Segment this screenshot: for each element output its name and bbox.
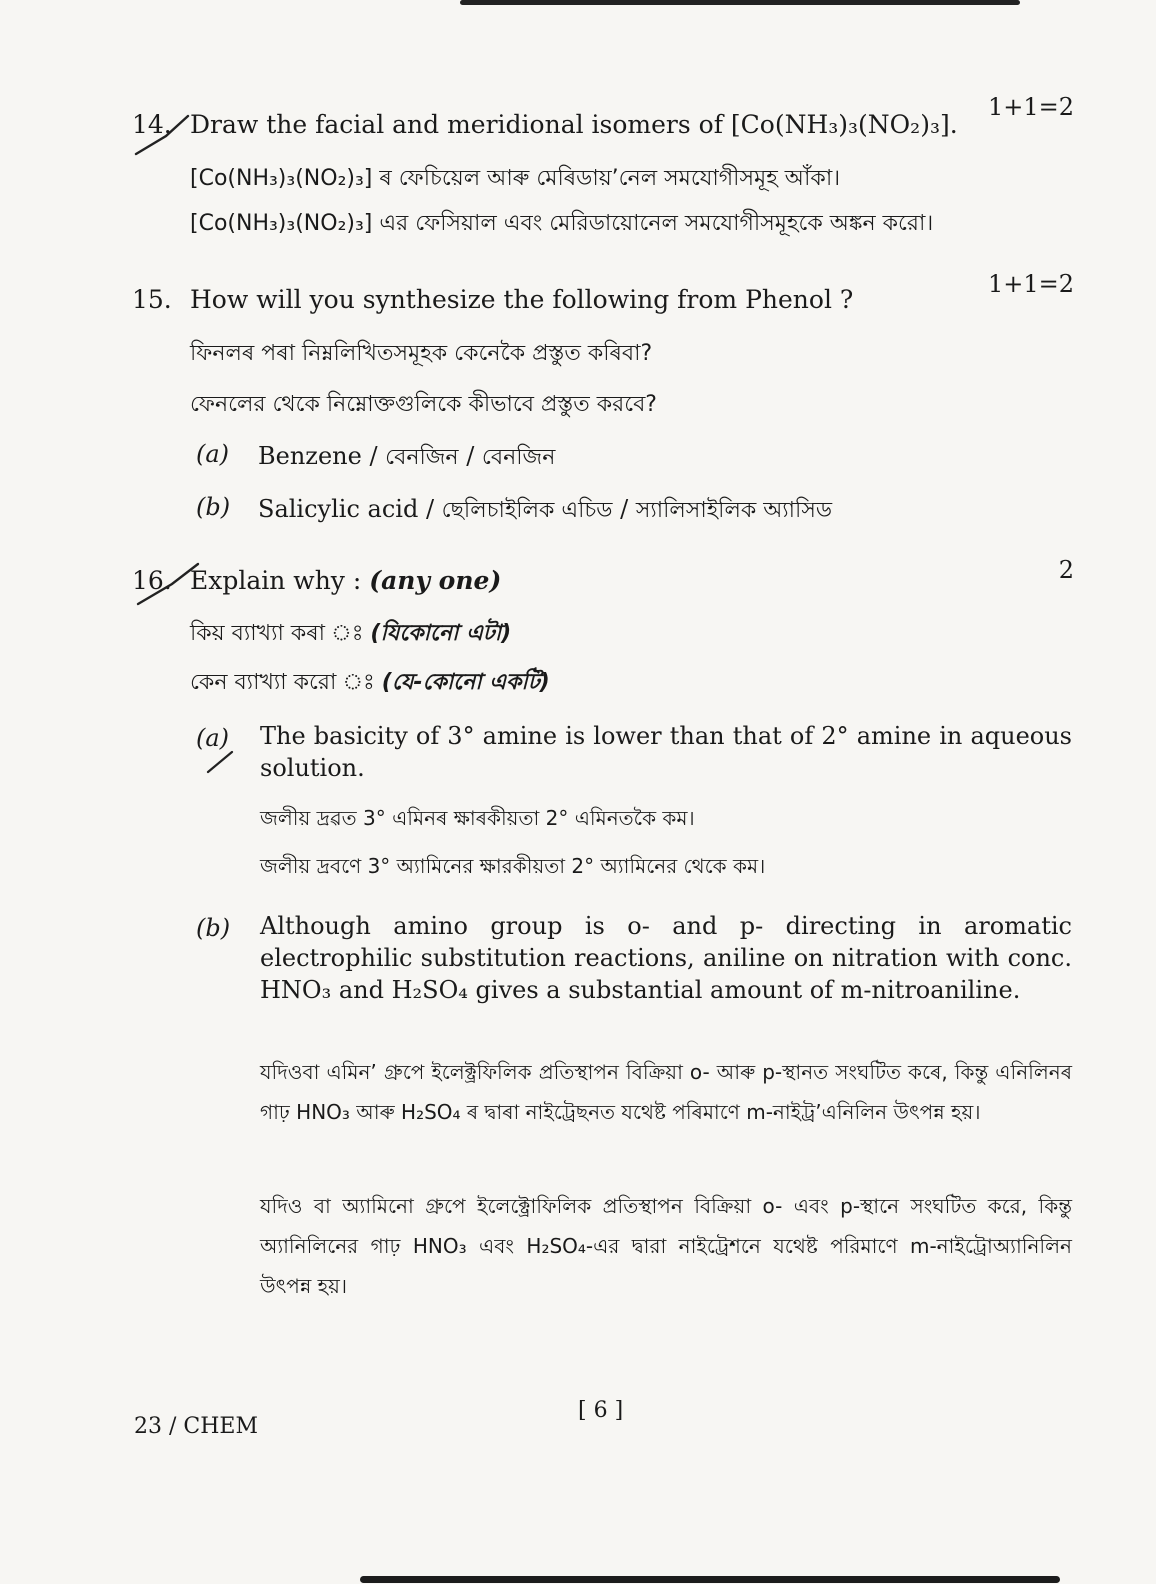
page-bottom-edge (360, 1576, 1060, 1583)
option-letter: (b) (196, 914, 231, 942)
question-text-as: ফিনলৰ পৰা নিম্নলিখিতসমূহক কেনেকৈ প্ৰস্তুত কৰিবা? (190, 341, 653, 366)
option-a-text-en: The basicity of 3° amine is lower than that of 2° amine in aqueous solution. (260, 722, 1072, 782)
question-number: 15. (132, 285, 172, 314)
question-text-en: How will you synthesize the following from Phenol ? (190, 285, 854, 314)
option-b-text-bn: যদিও বা অ্যামিনো গ্রুপে ইলেক্ট্রোফিলিক প্রতিস্থাপন বিক্রিয়া o- এবং p-স্থানে সংঘটিত করে, কিন্তু অ্যানিলিনের গাঢ় HNO₃ এবং H₂SO₄-এর দ্বারা নাইট্রেশনে যথেষ্ট পরিমাণে m-নাইট্রোঅ্যানিলিন উৎপন্ন হয়। (260, 1194, 1072, 1298)
question-text-as: [Co(NH₃)₃(NO₂)₃] ৰ ফেচিয়েল আৰু মেৰিডায়’নেল সমযোগীসমূহ আঁকা। (190, 166, 841, 191)
question-number: 16. (132, 566, 172, 595)
page-top-edge (460, 0, 1020, 5)
question-text-en: Explain why : (any one) (190, 566, 502, 595)
option-b-text-en: Although amino group is o- and p- directing in aromatic electrophilic substitution reactions, aniline on nitration with conc. HNO₃ and H₂SO₄ gives a substantial amount of m-nitroaniline. (260, 912, 1072, 1004)
option-letter: (a) (196, 724, 230, 752)
question-number: 14. (132, 110, 172, 139)
marks: 2 (1058, 556, 1074, 584)
option-letter: (b) (196, 493, 231, 521)
pen-tick-icon (200, 748, 240, 778)
question-text-bn: ফেনলের থেকে নিম্নোক্তগুলিকে কীভাবে প্রস্তুত করবে? (190, 392, 657, 417)
option-a-text-as: জলীয় দ্ৰৱত 3° এমিনৰ ক্ষাৰকীয়তা 2° এমিনতকৈ কম। (260, 806, 695, 830)
marks: 1+1=2 (987, 270, 1074, 298)
option-b-text: Salicylic acid / ছেলিচাইলিক এচিড / স্যালিসাইলিক অ্যাসিড (258, 495, 833, 523)
pen-tick-icon (128, 110, 198, 160)
option-a-text-bn: জলীয় দ্রবণে 3° অ্যামিনের ক্ষারকীয়তা 2° অ্যামিনের থেকে কম। (260, 854, 766, 878)
option-b-text-as: যদিওবা এমিন’ গ্ৰুপে ইলেক্ট্ৰফিলিক প্ৰতিস্থাপন বিক্ৰিয়া o- আৰু p-স্থানত সংঘটিত কৰে, কিন্তু এনিলিনৰ গাঢ় HNO₃ আৰু H₂SO₄ ৰ দ্বাৰা নাইট্ৰেছনত যথেষ্ট পৰিমাণে m-নাইট্ৰ’এনিলিন উৎপন্ন হয়। (260, 1060, 1072, 1124)
marks: 1+1=2 (987, 93, 1074, 121)
paper-code: 23 / CHEM (134, 1414, 258, 1439)
pen-tick-icon (128, 560, 208, 610)
question-text-bn: [Co(NH₃)₃(NO₂)₃] এর ফেসিয়াল এবং মেরিডায়োনেল সমযোগীসমূহকে অঙ্কন করো। (190, 211, 934, 236)
page-number: [ 6 ] (578, 1398, 624, 1423)
question-text-as: কিয় ব্যাখ্যা কৰা ঃ (যিকোনো এটা) (190, 621, 512, 646)
question-text-bn: কেন ব্যাখ্যা করো ঃ (যে-কোনো একটি) (190, 670, 550, 695)
option-letter: (a) (196, 440, 230, 468)
question-text-en: Draw the facial and meridional isomers of [Co(NH₃)₃(NO₂)₃]. (190, 110, 958, 139)
option-a-text: Benzene / বেনজিন / বেনজিন (258, 442, 556, 470)
